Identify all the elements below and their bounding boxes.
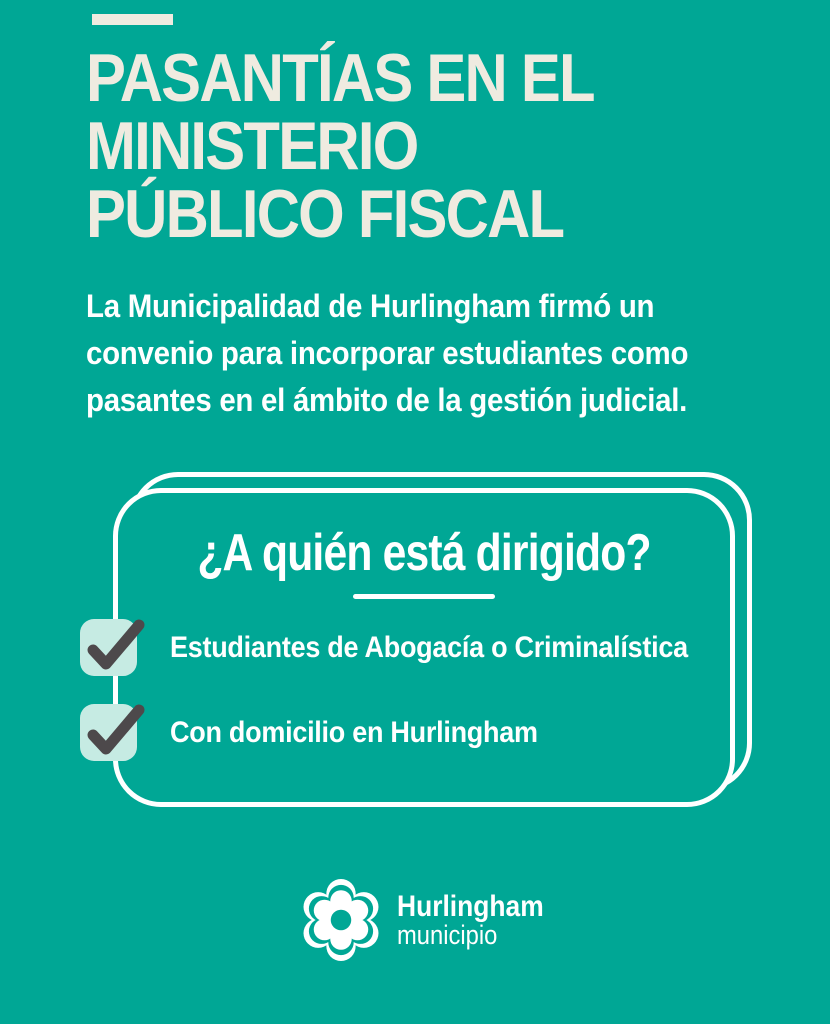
- intro-line-3: pasantes en el ámbito de la gestión judicial.: [86, 382, 688, 418]
- checkmark-icon: [80, 619, 137, 676]
- list-item: [80, 619, 745, 676]
- brand-text: [397, 891, 564, 949]
- intro-line-2: convenio para incorporar estudiantes como: [86, 335, 689, 371]
- checkbox-checked: [80, 619, 137, 676]
- brand-subtitle: municipio: [397, 920, 498, 950]
- page-title-line-1: PASANTÍAS EN EL: [86, 40, 594, 116]
- page-title: [86, 40, 594, 252]
- list-item: [80, 704, 579, 761]
- page-title-line-2: MINISTERIO: [86, 108, 418, 184]
- page-title-line-3: PÚBLICO FISCAL: [86, 176, 564, 252]
- list-item-label: Estudiantes de Abogacía o Criminalística: [170, 630, 688, 664]
- checkbox-checked: [80, 704, 137, 761]
- list-item-label: Con domicilio en Hurlingham: [170, 715, 538, 749]
- brand-footer: [300, 879, 564, 961]
- intro-paragraph: [86, 283, 688, 424]
- checkmark-icon: [80, 704, 137, 761]
- flower-icon: [300, 879, 382, 961]
- heading-underline: [353, 594, 495, 599]
- brand-name: Hurlingham: [397, 890, 544, 923]
- intro-line-1: La Municipalidad de Hurlingham firmó un: [86, 288, 655, 324]
- card-heading: ¿A quién está dirigido?: [197, 524, 651, 582]
- title-accent-dash: [92, 14, 173, 25]
